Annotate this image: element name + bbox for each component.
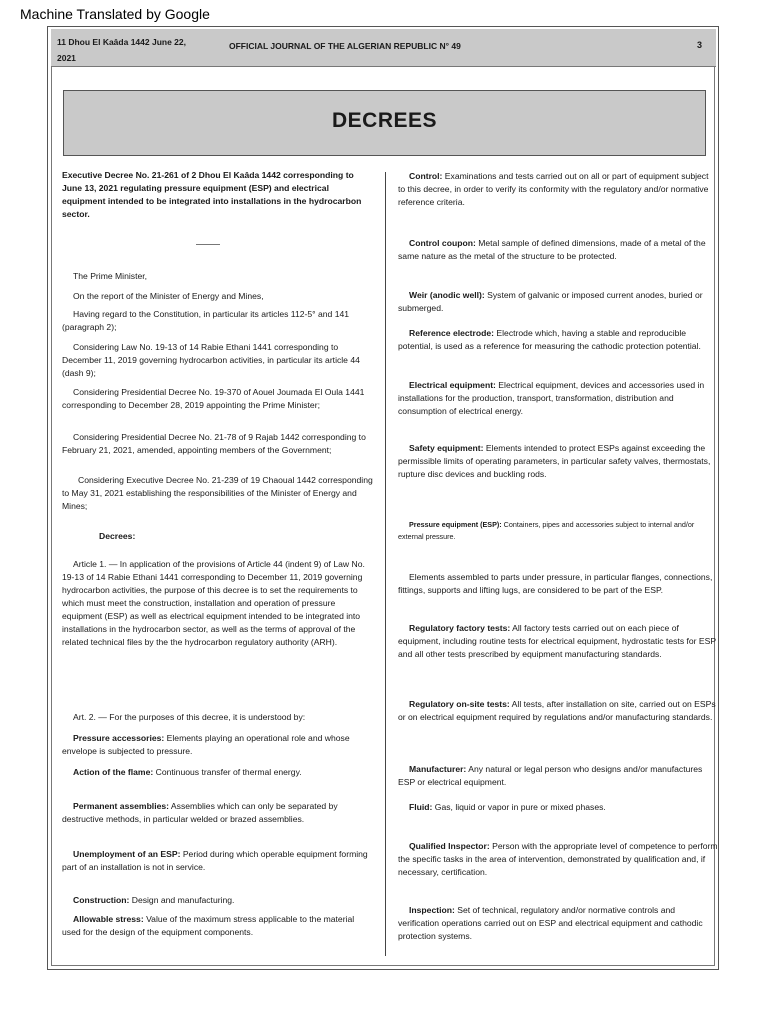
def-pressure-equipment: Pressure equipment (ESP): Containers, pipes and accessories subject to internal and/or external pressure. xyxy=(398,520,695,541)
presidential-decree-1: Considering Presidential Decree No. 19-370 of Aouel Joumada El Oula 1441 corresponding to December 28, 2019 appointing the Prime Minister; xyxy=(62,387,365,410)
decrees-label: Decrees: xyxy=(99,531,136,541)
def-reference-electrode: Reference electrode: Electrode which, having a stable and reproducible potential, is used as a reference for measuring the cathodic protection potential. xyxy=(398,328,701,351)
def-qualified-inspector: Qualified Inspector: Person with the appropriate level of competence to perform the specific tasks in the area of intervention, demonstrated by qualification and, if necessary, certification. xyxy=(398,841,718,877)
separator-dash xyxy=(196,244,220,245)
def-control: Control: Examinations and tests carried out on all or part of equipment subject to this decree, in order to verify its conformity with the regulatory and/or normative reference criteria. xyxy=(398,171,709,207)
def-regulatory-factory-tests: Regulatory factory tests: All factory tests carried out on each piece of equipment, including routine tests for electrical equipment, hydrostatic tests for ESP and all other tests prescribed by equipment manufacturing standards. xyxy=(398,623,716,659)
constitution-clause: Having regard to the Constitution, in particular its articles 112-5° and 141 (paragraph 2); xyxy=(62,309,350,332)
def-permanent-assemblies: Permanent assemblies: Assemblies which can only be separated by destructive methods, in particular welded or brazed assemblies. xyxy=(62,801,338,824)
def-action-of-flame: Action of the flame: Continuous transfer of thermal energy. xyxy=(73,767,302,777)
prime-minister: The Prime Minister, xyxy=(73,271,148,281)
def-weir: Weir (anodic well): System of galvanic or imposed current anodes, buried or submerged. xyxy=(398,290,703,313)
section-title: DECREES xyxy=(331,109,438,132)
executive-decree-clause: Considering Executive Decree No. 21-239 of 19 Chaoual 1442 corresponding to May 31, 2021 establishing the responsibilities of the Minister of Energy and Mines; xyxy=(62,475,373,511)
presidential-decree-2: Considering Presidential Decree No. 21-78 of 9 Rajab 1442 corresponding to February 21, 2021, amended, appointing members of the Government; xyxy=(62,432,366,455)
def-construction: Construction: Design and manufacturing. xyxy=(73,895,235,905)
def-fluid: Fluid: Gas, liquid or vapor in pure or mixed phases. xyxy=(409,802,606,812)
def-inspection: Inspection: Set of technical, regulatory and/or normative controls and verification operations carried out on ESP and electrical equipment and cathodic protection systems. xyxy=(398,905,703,941)
def-pressure-accessories: Pressure accessories: Elements playing an operational role and whose envelope is subjected to pressure. xyxy=(62,733,350,756)
page-number: 3 xyxy=(696,40,702,50)
journal-header xyxy=(51,29,716,67)
section-banner xyxy=(63,90,706,156)
def-unemployment-of-esp: Unemployment of an ESP: Period during which operable equipment forming part of an installation is not in service. xyxy=(62,849,368,872)
article-1: Article 1. — In application of the provisions of Article 44 (indent 9) of Law No. 19-13 of 14 Rabie Ethani 1441 corresponding to December 11, 2019 governing hydrocarbon activities, the purpose of this decree is to set the requirements to which must meet the construction, installation and operation of pressure equipment (ESP) as well as electrical equipment intended to be integrated into installations in the hydrocarbon sector, as well as the terms of approval of the related technical files by the the hydrocarbon regulatory authority (ARH). xyxy=(62,559,365,647)
esp-elements-note: Elements assembled to parts under pressure, in particular flanges, connections, fittings, supports and lifting lugs, are considered to be part of the ESP. xyxy=(398,572,713,595)
def-safety-equipment: Safety equipment: Elements intended to protect ESPs against exceeding the permissible limits of operating parameters, in particular safety valves, thermostats, rupture disc devices and buckling rods. xyxy=(398,443,711,479)
report-line: On the report of the Minister of Energy and Mines, xyxy=(73,291,264,301)
decree-title: Executive Decree No. 21-261 of 2 Dhou El Kaâda 1442 corresponding to June 13, 2021 regulating pressure equipment (ESP) and electrical equipment intended to be integrated into installations in the hydrocarbon sector. xyxy=(62,170,362,219)
machine-translation-label: Machine Translated by Google xyxy=(20,6,210,22)
header-title: OFFICIAL JOURNAL OF THE ALGERIAN REPUBLIC N° 49 xyxy=(229,41,461,51)
def-regulatory-onsite-tests: Regulatory on-site tests: All tests, after installation on site, carried out on ESPs or on electrical equipment required by regulations and/or manufacturing standards. xyxy=(398,699,716,722)
law-clause: Considering Law No. 19-13 of 14 Rabie Ethani 1441 corresponding to December 11, 2019 governing hydrocarbon activities, in particular its article 44 (dash 9); xyxy=(62,342,360,378)
article-2: Art. 2. — For the purposes of this decree, it is understood by: xyxy=(73,712,306,722)
def-control-coupon: Control coupon: Metal sample of defined dimensions, made of a metal of the same nature as the metal of the structure to be protected. xyxy=(398,238,706,261)
header-date: 11 Dhou El Kaâda 1442 June 22, 2021 xyxy=(57,37,186,63)
def-allowable-stress: Allowable stress: Value of the maximum stress applicable to the material used for the design of the equipment components. xyxy=(62,914,355,937)
def-manufacturer: Manufacturer: Any natural or legal person who designs and/or manufactures ESP or electrical equipment. xyxy=(398,764,703,787)
def-electrical-equipment: Electrical equipment: Electrical equipment, devices and accessories used in installations for the production, transport, transformation, distribution and consumption of electrical energy. xyxy=(398,380,705,416)
column-divider xyxy=(385,172,386,956)
